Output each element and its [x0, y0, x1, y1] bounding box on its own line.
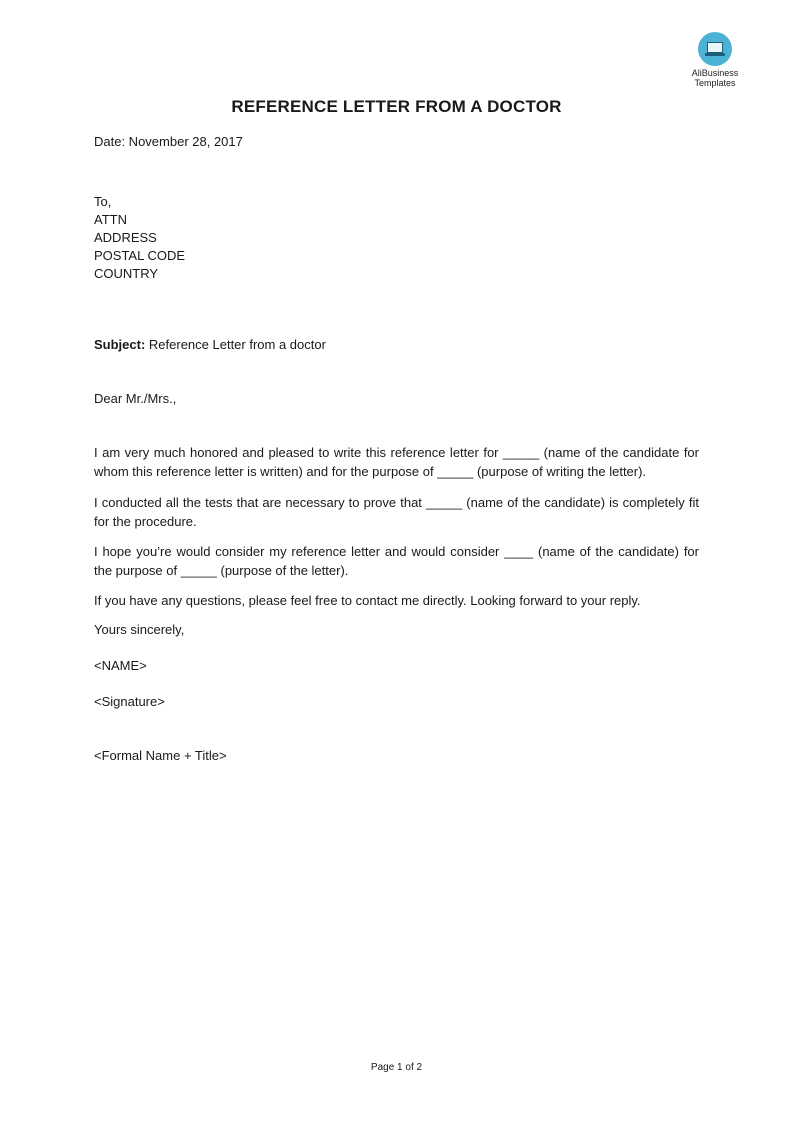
logo-text — [680, 68, 750, 88]
signature-placeholder: <Signature> — [94, 694, 165, 709]
address-attn: ATTN — [94, 212, 127, 227]
date-line: Date: November 28, 2017 — [94, 134, 243, 149]
document-title: REFERENCE LETTER FROM A DOCTOR — [231, 97, 562, 116]
closing: Yours sincerely, — [94, 622, 185, 637]
subject-line — [94, 336, 326, 354]
address-postal-code: POSTAL CODE — [94, 248, 186, 263]
body-paragraph-3: I hope you’re would consider my reference letter and would consider ____ (name of the candidate) for the purpose of _____ (purpose of the letter). — [94, 544, 699, 578]
address-to: To, — [94, 194, 112, 209]
body-paragraph-4: If you have any questions, please feel free to contact me directly. Looking forward to your reply. — [94, 593, 641, 608]
laptop-icon — [698, 32, 732, 66]
salutation: Dear Mr./Mrs., — [94, 391, 177, 406]
logo-line-2: Templates — [694, 78, 736, 88]
body-paragraph-2: I conducted all the tests that are necessary to prove that _____ (name of the candidate) is completely fit for the procedure. — [94, 495, 699, 529]
brand-logo — [680, 32, 750, 88]
name-placeholder: <NAME> — [94, 658, 147, 673]
address-country: COUNTRY — [94, 266, 159, 281]
formal-name-placeholder: <Formal Name + Title> — [94, 748, 227, 763]
body-paragraph-1: I am very much honored and pleased to write this reference letter for _____ (name of the candidate for whom this reference letter is written) and for the purpose of _____ (purpose of writing the letter). — [94, 445, 699, 479]
logo-line-1: AliBusiness — [691, 68, 739, 78]
address-line: ADDRESS — [94, 230, 157, 245]
subject-text: Reference Letter from a doctor — [145, 337, 326, 352]
subject-label: Subject: — [94, 337, 146, 352]
page-number: Page 1 of 2 — [370, 1062, 423, 1073]
